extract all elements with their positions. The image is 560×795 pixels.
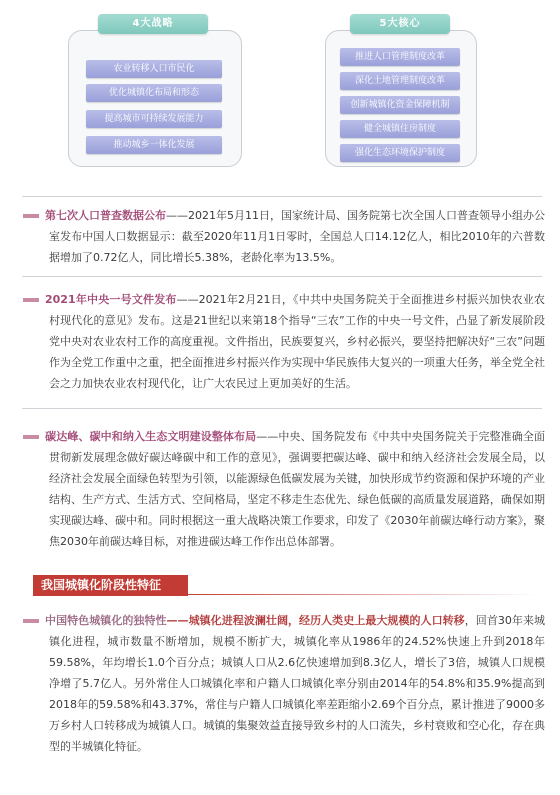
divider (22, 276, 542, 277)
divider (22, 408, 542, 409)
core-item-4: 健全城镇住房制度 (340, 120, 460, 138)
core-item-2: 深化土地管理制度改革 (340, 72, 460, 90)
divider (22, 196, 542, 197)
section-header: 我国城镇化阶段性特征 (33, 575, 188, 596)
section-marker (23, 298, 39, 302)
core-item-1: 推进人口管理制度改革 (340, 48, 460, 66)
census-body: ——2021年5月11日，国家统计局、国务院第七次全国人口普查领导小组办公室发布中国人口数据显示：截至2020年11月1日零时，全国总人口14.12亿人，相比2010年的六普数据增加了0.72亿人，同比增长5.38%，老龄化率为13.5%。 (49, 209, 545, 264)
section-header-rule (188, 594, 540, 595)
section-marker (23, 619, 39, 623)
doc1-paragraph (45, 289, 545, 394)
section-marker (23, 214, 39, 218)
doc1-body: ——2021年2月21日，《中共中央国务院关于全面推进乡村振兴加快农业农村现代化的意见》发布。这是21世纪以来第18个指导“三农”工作的中央一号文件，凸显了新发展阶段党中央对农业农村工作的高度重视。文件指出，民族要复兴，乡村必振兴，要坚持把解决好“三农”问题作为全党工作重中之重，把全面推进乡村振兴作为实现中华民族伟大复兴的一项重大任务，举全党全社会之力加快农业农村现代化，让广大农民过上更加美好的生活。 (49, 293, 545, 390)
stage-lead-dash: —— (166, 614, 189, 627)
census-paragraph (45, 205, 545, 268)
core-title: 5大核心 (350, 14, 450, 34)
section-marker (23, 435, 39, 439)
core-item-3: 创新城镇化资金保障机制 (340, 96, 460, 114)
stage-highlight: 城镇化进程波澜壮阔，经历人类史上最大规模的人口转移 (188, 614, 465, 627)
strategy-item-3: 提高城市可持续发展能力 (86, 110, 222, 128)
stage-lead-title: 中国特色城镇化的独特性 (45, 614, 167, 627)
strategy-item-1: 农业转移人口市民化 (86, 60, 222, 78)
census-title: 第七次人口普查数据公布 (45, 209, 166, 222)
core-item-5: 强化生态环境保护制度 (340, 144, 460, 162)
strategy-item-4: 推动城乡一体化发展 (86, 136, 222, 154)
stage-body: ，回首30年来城镇化进程，城市数量不断增加，规模不断扩大，城镇化率从1986年的24.52%快速上升到2018年59.58%，年均增长1.0个百分点；城镇人口从2.6亿快速增加到8.3亿人，增长了3倍，城镇人口规模净增了5.7亿人。另外常住人口城镇化率和户籍人口城镇化率分别由2014年的54.8%和35.9%提高到2018年的59.58%和43.37%，常住与户籍人口城镇化率差距缩小2.69个百分点，累计推进了9000多万乡村人口转移成为城镇人口。城镇的集聚效益直接导致乡村的人口流失，乡村衰败和空心化，存在典型的半城镇化特征。 (49, 614, 546, 753)
carbon-title: 碳达峰、碳中和纳入生态文明建设整体布局 (45, 430, 257, 443)
doc1-title: 2021年中央一号文件发布 (45, 293, 177, 306)
stage-paragraph (45, 610, 546, 757)
strategy-title: 4大战略 (98, 14, 208, 34)
carbon-body: ——中央、国务院发布《中共中央国务院关于完整准确全面贯彻新发展理念做好碳达峰碳中和工作的意见》，强调要把碳达峰、碳中和纳入经济社会发展全局，以经济社会发展全面绿色转型为引领，以能源绿色低碳发展为关键，加快形成节约资源和保护环境的产业结构、生产方式、生活方式、空间格局，坚定不移走生态优先、绿色低碳的高质量发展道路，确保如期实现碳达峰、碳中和。同时根据这一重大战略决策工作要求，印发了《2030年前碳达峰行动方案》，聚焦2030年前碳达峰目标，对推进碳达峰工作作出总体部署。 (49, 430, 546, 548)
strategy-item-2: 优化城镇化布局和形态 (86, 84, 222, 102)
carbon-paragraph (45, 426, 546, 552)
